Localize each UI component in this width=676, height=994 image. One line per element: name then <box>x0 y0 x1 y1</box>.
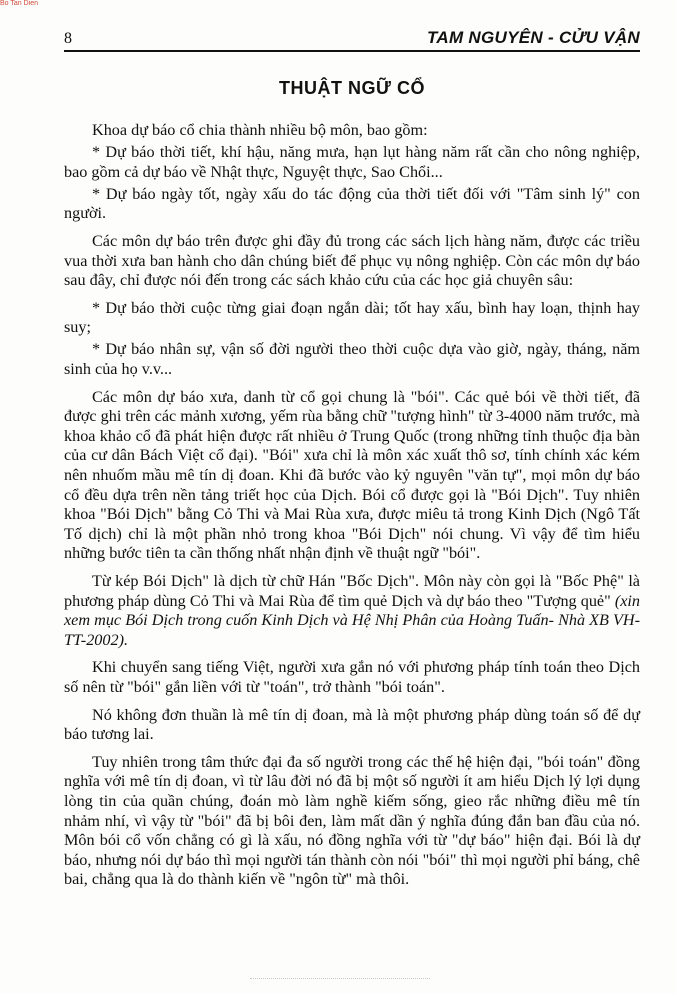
source-tag: Bo Tan Dien <box>0 0 39 7</box>
footer-divider <box>250 978 430 982</box>
paragraph: Các môn dự báo trên được ghi đầy đủ trong các sách lịch hàng năm, được các triều vua thời xưa ban hành cho dân chúng biết để phục vụ nông nghiệp. Còn các môn dự báo sau đây, chỉ được nói đến trong các sách khảo cứu của các học giả chuyên sâu: <box>64 231 640 290</box>
paragraph: * Dự báo nhân sự, vận số đời người theo thời cuộc dựa vào giờ, ngày, tháng, năm sinh của họ v.v... <box>64 340 640 379</box>
paragraph: Các môn dự báo xưa, danh từ cổ gọi chung là "bói". Các quẻ bói về thời tiết, đã được ghi trên các mảnh xương, yếm rùa bằng chữ "tượng hình" từ 3-4000 năm trước, mà khoa khảo cổ đã phát hiện được rất nhiều ở Trung Quốc (trong những tỉnh thuộc địa bàn của cư dân Bách Việt cổ đại). "Bói" xưa chỉ là môn xác xuất thô sơ, tính chính xác kém nên nhuốm mầu mê tín dị đoan. Khi đã bước vào kỷ nguyên "văn tự", mọi môn dự báo cổ đều dựa trên nền tảng triết học của Dịch. Bói cổ được gọi là "Bói Dịch". Tuy nhiên khoa "Bói Dịch" bằng Cỏ Thi và Mai Rùa xưa, được miêu tả trong Kinh Dịch (Ngô Tất Tố dịch) chỉ là một phần nhỏ trong khoa "Bói Dịch" nói chung. Vì vậy để tìm hiểu những bước tiên ta cần thống nhất nhận định về thuật ngữ "bói". <box>64 387 640 563</box>
page-header <box>64 28 640 52</box>
running-title: TAM NGUYÊN - CỬU VẬN <box>426 28 640 47</box>
body-text <box>64 121 640 898</box>
paragraph <box>64 572 640 650</box>
paragraph: * Dự báo ngày tốt, ngày xấu do tác động của thời tiết đối với "Tâm sinh lý" con người. <box>64 184 640 223</box>
paragraph: * Dự báo thời tiết, khí hậu, năng mưa, hạn lụt hàng năm rất cần cho nông nghiệp, bao gồm cả dự báo về Nhật thực, Nguyệt thực, Sao Chổi... <box>64 143 640 181</box>
paragraph: Tuy nhiên trong tâm thức đại đa số người trong các thế hệ hiện đại, "bói toán" đồng nghĩa với mê tín dị đoan, vì từ lâu đời nó đã bị một số người ít am hiểu Dịch lý lợi dụng lòng tin của quần chúng, đoán mò làm nghề kiếm sống, gieo rắc những điều mê tín nhảm nhí, vì vậy từ "bói" đã bị bôi đen, làm mất dần ý nghĩa đúng đắn ban đầu của nó. Môn bói cổ vốn chẳng có gì là xấu, nó đồng nghĩa với từ "dự báo" hiện đại. Bói là dự báo, nhưng nói dự báo thì mọi người tán thành còn nói "bói" thì mọi người phỉ báng, chê bai, chẳng qua là do thành kiến về "ngôn từ" mà thôi. <box>64 752 640 889</box>
paragraph: * Dự báo thời cuộc từng giai đoạn ngắn dài; tốt hay xấu, bình hay loạn, thịnh hay suy; <box>64 298 640 337</box>
section-title: THUẬT NGỮ CỔ <box>279 78 425 98</box>
paragraph-text: Từ kép Bói Dịch" là dịch từ chữ Hán "Bốc Dịch". Môn này còn gọi là "Bốc Phệ" là phương pháp dùng Cỏ Thi và Mai Rùa để tìm quẻ Dịch và dự báo theo "Tượng quẻ" <box>64 571 640 610</box>
paragraph: Nó không đơn thuần là mê tín dị đoan, mà là một phương pháp dùng toán số để dự báo tương lai. <box>64 705 640 744</box>
paragraph: Khi chuyển sang tiếng Việt, người xưa gắn nó với phương pháp tính toán theo Dịch số nên từ "bói" gắn liền với từ "toán", trở thành "bói toán". <box>64 658 640 696</box>
citation: (xin xem mục Bói Dịch trong cuốn Kinh Dịch và Hệ Nhị Phân của Hoàng Tuấn- Nhà XB VH-TT-2002). <box>64 591 640 649</box>
paragraph: Khoa dự báo cổ chia thành nhiều bộ môn, bao gồm: <box>92 121 428 139</box>
page-number: 8 <box>64 30 72 47</box>
